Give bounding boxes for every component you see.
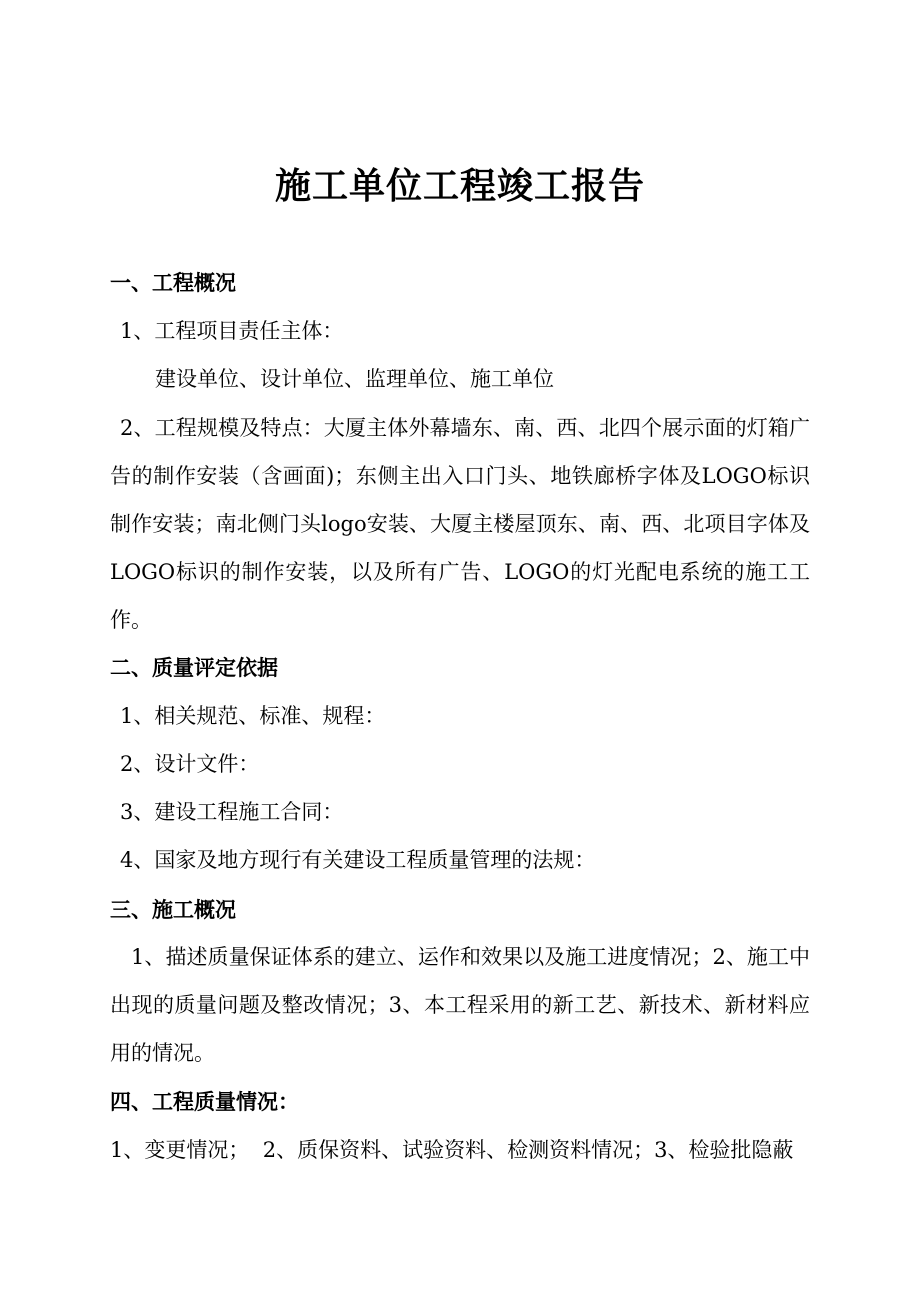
quality-basis-item: 2、设计文件： <box>120 752 260 776</box>
construction-overview-paragraph: 1、描述质量保证体系的建立、运作和效果以及施工进度情况；2、施工中出现的质量问题及整改情况；3、本工程采用的新工艺、新技术、新材料应用的情况。 <box>110 945 810 1065</box>
section-heading-construction-overview: 三、施工概况 <box>110 897 236 922</box>
quality-basis-item: 4、国家及地方现行有关建设工程质量管理的法规： <box>120 848 596 872</box>
section-heading-quality-status: 四、工程质量情况： <box>110 1089 299 1114</box>
section-heading-overview: 一、工程概况 <box>110 270 236 295</box>
document-title: 施工单位工程竣工报告 <box>274 165 645 207</box>
responsibility-subjects-value: 建设单位、设计单位、监理单位、施工单位 <box>155 367 554 391</box>
section-heading-quality-basis: 二、质量评定依据 <box>110 655 278 680</box>
quality-basis-item: 3、建设工程施工合同： <box>120 800 344 824</box>
quality-status-text: 1、变更情况； 2、质保资料、试验资料、检测资料情况；3、检验批隐蔽 <box>110 1138 794 1162</box>
project-scale-paragraph: 2、工程规模及特点：大厦主体外幕墙东、南、西、北四个展示面的灯箱广告的制作安装（含画面)；东侧主出入口门头、地铁廊桥字体及LOGO标识制作安装；南北侧门头logo安装、大厦主楼屋顶东、南、西、北项目字体及LOGO标识的制作安装，以及所有广告、LOGO的灯光配电系统的施工工作。 <box>110 416 810 632</box>
quality-basis-item: 1、相关规范、标准、规程： <box>120 704 386 728</box>
responsibility-subjects-label: 1、工程项目责任主体： <box>120 319 344 343</box>
